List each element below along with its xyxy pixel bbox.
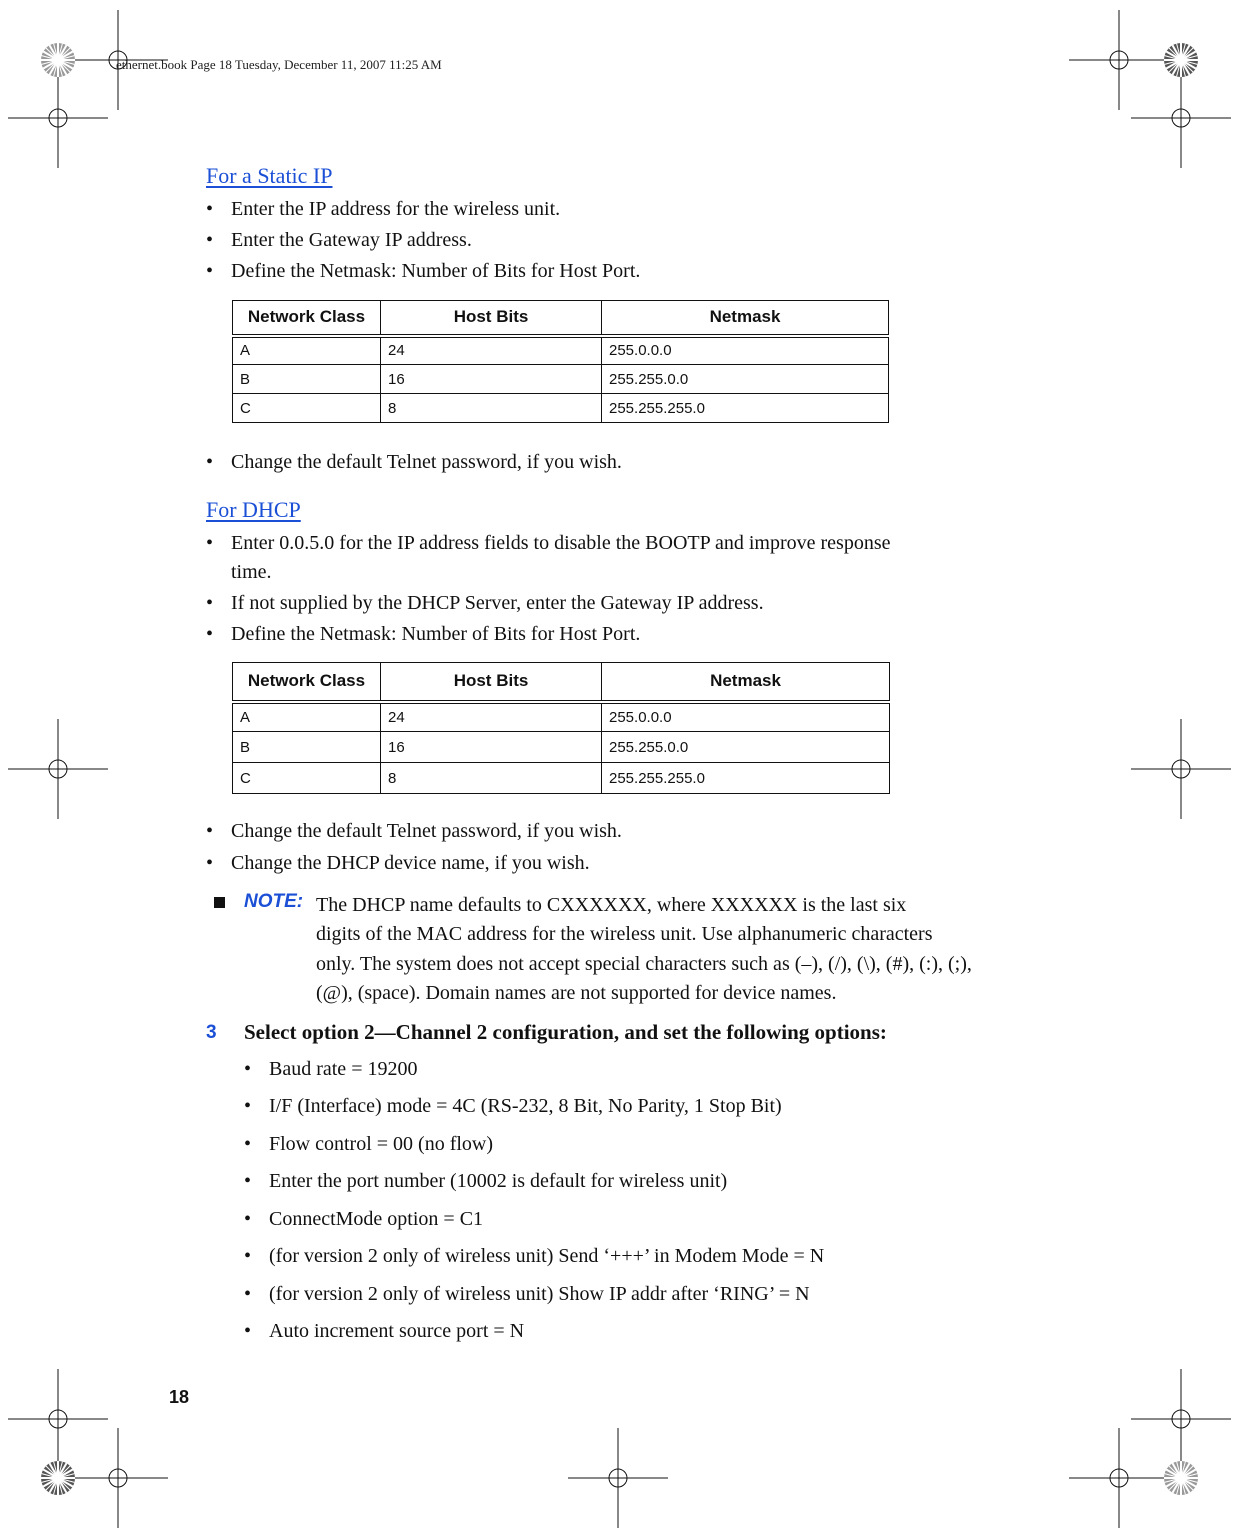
table-header: Network Class [233, 663, 381, 702]
star-wheel-icon [41, 1461, 75, 1495]
book-page-info: ethernet.book Page 18 Tuesday, December 11, 2007 11:25 AM [116, 57, 442, 72]
table-cell: 24 [381, 702, 602, 732]
table-header: Netmask [602, 663, 890, 702]
step-instruction: Select option 2—Channel 2 configuration, and set the following options: [244, 1020, 887, 1044]
table-header: Network Class [233, 301, 381, 336]
note-text-line: digits of the MAC address for the wireless unit. Use alphanumeric characters [316, 923, 933, 945]
note-label: NOTE: [244, 891, 304, 912]
table-cell: 255.255.255.0 [602, 763, 890, 794]
bullet-icon: • [206, 229, 214, 251]
star-wheel-icon [41, 43, 75, 77]
crosshair-mark-icon [8, 1369, 108, 1469]
crosshair-mark-icon [1131, 68, 1231, 168]
netmask-table-dhcp [232, 662, 890, 794]
bullet-icon: • [206, 260, 214, 282]
bullet-icon: • [206, 820, 214, 842]
table-cell: 16 [381, 365, 602, 394]
note-text-line: (@), (space). Domain names are not supported for device names. [316, 982, 837, 1004]
table-cell: 8 [381, 394, 602, 423]
static-ip-heading: For a Static IP [206, 163, 333, 188]
table-cell: 255.255.255.0 [602, 394, 889, 423]
table-cell: 255.255.0.0 [602, 732, 890, 763]
bullet-icon: • [244, 1058, 252, 1080]
table-cell: B [233, 732, 381, 763]
table-row [233, 394, 889, 423]
table-header: Host Bits [381, 301, 602, 336]
netmask-table-static [232, 300, 889, 423]
crosshair-mark-icon [8, 719, 108, 819]
table-cell: 255.0.0.0 [602, 336, 889, 365]
table-row [233, 336, 889, 365]
table-cell: 24 [381, 336, 602, 365]
star-wheel-icon [1164, 1461, 1198, 1495]
bullet-icon: • [244, 1133, 252, 1155]
table-cell: C [233, 394, 381, 423]
bullet-icon: • [206, 852, 214, 874]
table-row [233, 365, 889, 394]
page-number: 18 [169, 1387, 190, 1407]
bullet-icon: • [206, 623, 214, 645]
note-text-line: The DHCP name defaults to CXXXXXX, where XXXXXX is the last six [316, 894, 907, 916]
table-row [233, 702, 890, 732]
step-number: 3 [206, 1022, 217, 1043]
bullet-icon: • [206, 532, 214, 554]
table-cell: A [233, 336, 381, 365]
crosshair-mark-icon [1131, 719, 1231, 819]
crosshair-mark-icon [1069, 1428, 1169, 1528]
bullet-icon: • [244, 1320, 252, 1342]
crosshair-mark-icon [568, 1428, 668, 1528]
bullet-icon: • [244, 1283, 252, 1305]
table-cell: 8 [381, 763, 602, 794]
table-header: Netmask [602, 301, 889, 336]
crosshair-mark-icon [1069, 10, 1169, 110]
bullet-icon: • [206, 592, 214, 614]
table-row [233, 763, 890, 794]
table-cell: 255.255.0.0 [602, 365, 889, 394]
note-square-icon [214, 897, 225, 908]
table-cell: A [233, 702, 381, 732]
star-wheel-icon [1164, 43, 1198, 77]
crosshair-mark-icon [8, 68, 108, 168]
crosshair-mark-icon [68, 1428, 168, 1528]
table-row [233, 732, 890, 763]
table-cell: C [233, 763, 381, 794]
note-text-line: only. The system does not accept special characters such as (–), (/), (\), (#), (:), (;), [316, 953, 972, 975]
dhcp-heading: For DHCP [206, 497, 301, 522]
table-header: Host Bits [381, 663, 602, 702]
bullet-icon: • [206, 198, 214, 220]
table-cell: 255.0.0.0 [602, 702, 890, 732]
crosshair-mark-icon [1131, 1369, 1231, 1469]
table-cell: B [233, 365, 381, 394]
bullet-icon: • [244, 1095, 252, 1117]
bullet-icon: • [244, 1208, 252, 1230]
bullet-icon: • [206, 451, 214, 473]
table-cell: 16 [381, 732, 602, 763]
bullet-icon: • [244, 1245, 252, 1267]
bullet-icon: • [244, 1170, 252, 1192]
